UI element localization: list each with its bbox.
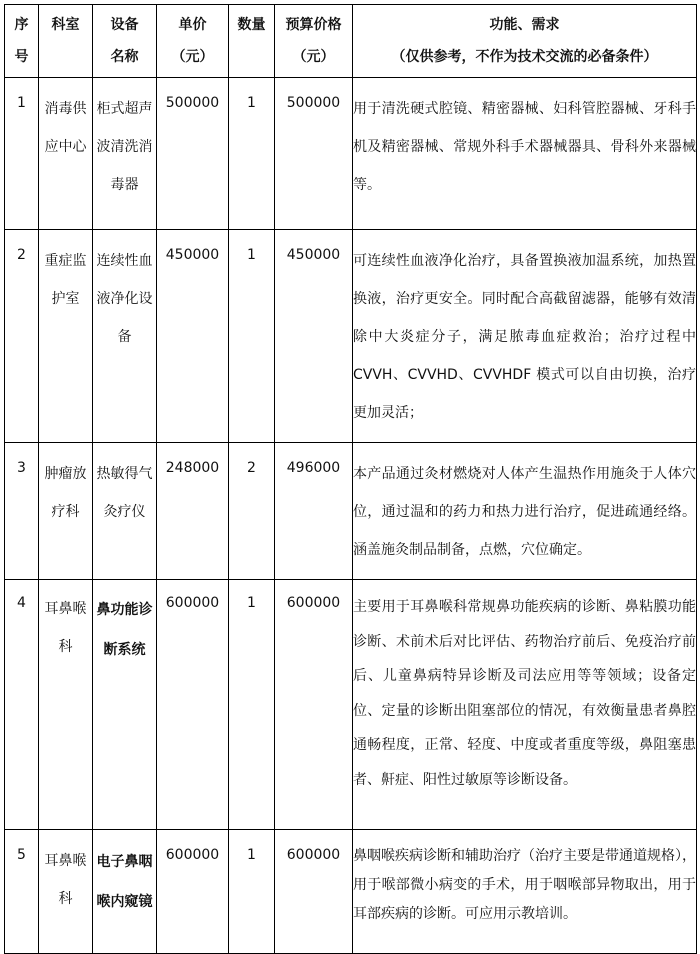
cell-dept: 重症监护室 [39, 230, 93, 443]
table-row [5, 580, 697, 830]
cell-qty: 1 [229, 230, 275, 443]
header-price: 单价（元） [157, 5, 229, 78]
cell-price: 248000 [157, 443, 229, 580]
cell-budget: 500000 [275, 78, 353, 230]
header-qty: 数量 [229, 5, 275, 78]
cell-dept: 耳鼻喉科 [39, 580, 93, 830]
cell-dept: 耳鼻喉科 [39, 830, 93, 954]
cell-name: 鼻功能诊断系统 [93, 580, 157, 830]
cell-price: 500000 [157, 78, 229, 230]
cell-budget: 600000 [275, 830, 353, 954]
cell-func: 可连续性血液净化治疗，具备置换液加温系统，加热置换液，治疗更安全。同时配合高截留滤器，能够有效清除中大炎症分子，满足脓毒血症救治；治疗过程中 CVVH、CVVHD、CVVHDF 模式可以自由切换，治疗更加灵活； [353, 230, 697, 443]
cell-price: 450000 [157, 230, 229, 443]
header-dept: 科室 [39, 5, 93, 78]
header-func [353, 5, 697, 78]
cell-name: 柜式超声波清洗消毒器 [93, 78, 157, 230]
table-row [5, 230, 697, 443]
cell-budget: 450000 [275, 230, 353, 443]
cell-no: 5 [5, 830, 39, 954]
cell-no: 1 [5, 78, 39, 230]
header-name: 设备名称 [93, 5, 157, 78]
cell-price: 600000 [157, 580, 229, 830]
cell-dept: 消毒供应中心 [39, 78, 93, 230]
cell-func: 鼻咽喉疾病诊断和辅助治疗（治疗主要是带通道规格），用于喉部微小病变的手术，用于咽喉部异物取出，用于耳部疾病的诊断。可应用示教培训。 [353, 830, 697, 954]
cell-dept: 肿瘤放疗科 [39, 443, 93, 580]
header-func-title: 功能、需求 [489, 17, 560, 33]
header-budget: 预算价格（元） [275, 5, 353, 78]
header-row [5, 5, 697, 78]
cell-budget: 600000 [275, 580, 353, 830]
cell-name: 热敏得气灸疗仪 [93, 443, 157, 580]
cell-no: 3 [5, 443, 39, 580]
cell-name: 电子鼻咽喉内窥镜 [93, 830, 157, 954]
cell-func: 用于清洗硬式腔镜、精密器械、妇科管腔器械、牙科手机及精密器械、常规外科手术器械器具、骨科外来器械等。 [353, 78, 697, 230]
cell-qty: 2 [229, 443, 275, 580]
cell-no: 4 [5, 580, 39, 830]
table-row [5, 443, 697, 580]
cell-func: 主要用于耳鼻喉科常规鼻功能疾病的诊断、鼻粘膜功能诊断、术前术后对比评估、药物治疗前后、免疫治疗前后、儿童鼻病特异诊断及司法应用等等领域；设备定位、定量的诊断出阻塞部位的情况，有效衡量患者鼻腔通畅程度，正常、轻度、中度或者重度等级，鼻阻塞患者、鼾症、阳性过敏原等诊断设备。 [353, 580, 697, 830]
cell-qty: 1 [229, 78, 275, 230]
cell-budget: 496000 [275, 443, 353, 580]
table-row [5, 78, 697, 230]
cell-no: 2 [5, 230, 39, 443]
cell-qty: 1 [229, 580, 275, 830]
cell-func: 本产品通过灸材燃烧对人体产生温热作用施灸于人体穴位，通过温和的药力和热力进行治疗，促进疏通经络。涵盖施灸制品制备，点燃，穴位确定。 [353, 443, 697, 580]
header-func-note: （仅供参考，不作为技术交流的必备条件） [391, 49, 658, 65]
cell-price: 600000 [157, 830, 229, 954]
equipment-table [4, 4, 697, 954]
cell-qty: 1 [229, 830, 275, 954]
header-no: 序号 [5, 5, 39, 78]
cell-name: 连续性血液净化设备 [93, 230, 157, 443]
table-row [5, 830, 697, 954]
